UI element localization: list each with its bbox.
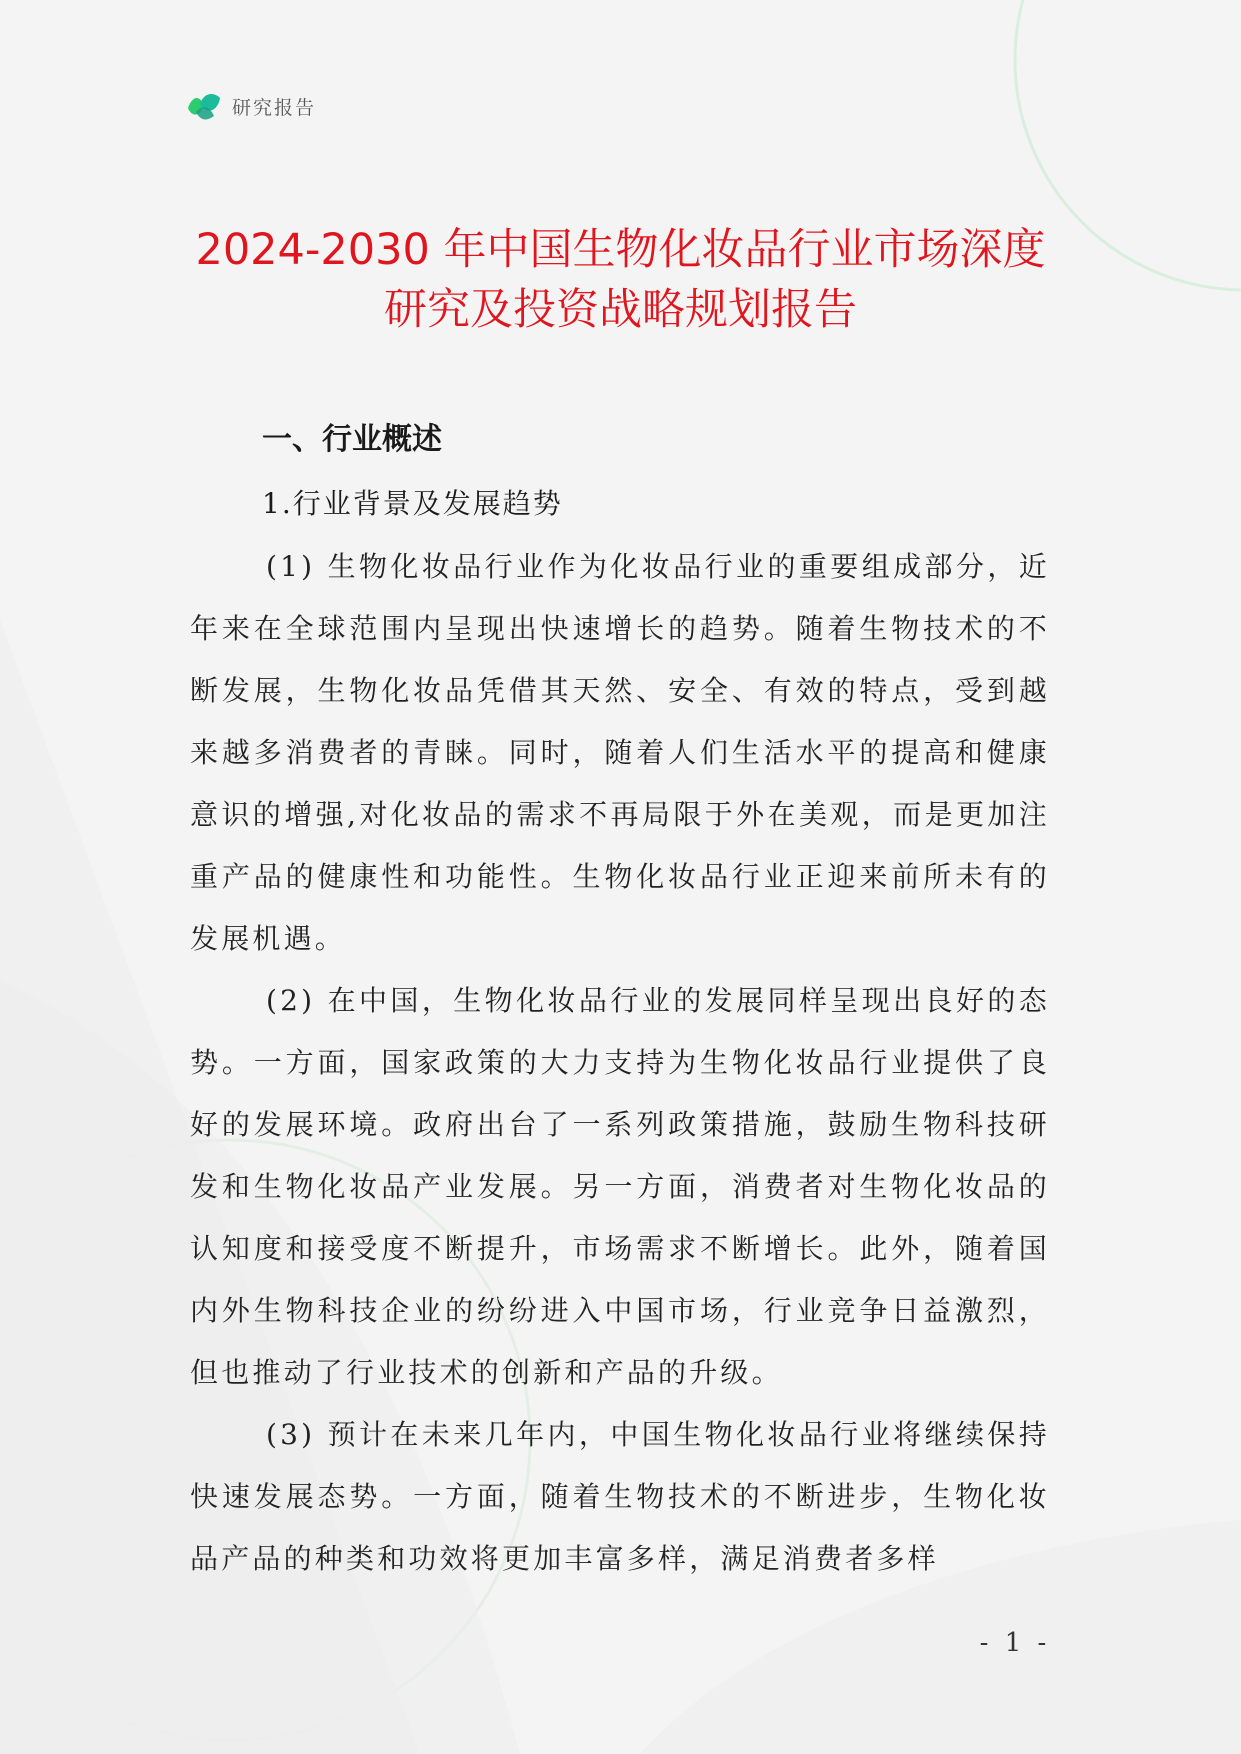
paragraph-1: (1) 生物化妆品行业作为化妆品行业的重要组成部分，近年来在全球范围内呈现出快速增长的趋势。随着生物技术的不断发展，生物化妆品凭借其天然、安全、有效的特点，受到越来越多消费者的青睐。同时，随着人们生活水平的提高和健康意识的增强,对化妆品的需求不再局限于外在美观，而是更加注重产品的健康性和功能性。生物化妆品行业正迎来前所未有的发展机遇。 (190, 550, 1050, 955)
section-heading: 一、行业概述 (262, 422, 442, 457)
header-label: 研究报告 (232, 96, 317, 119)
sub-heading: 1.行业背景及发展趋势 (262, 487, 563, 520)
page-header (186, 88, 316, 124)
leaf-logo-icon (186, 90, 222, 122)
report-title-line-1: 2024-2030 年中国生物化妆品行业市场深度 (195, 225, 1046, 275)
paragraph-3: (3) 预计在未来几年内，中国生物化妆品行业将继续保持快速发展态势。一方面，随着生物技术的不断进步，生物化妆品产品的种类和功效将更加丰富多样，满足消费者多样 (190, 1418, 1050, 1575)
page-number: - 1 - (979, 1628, 1051, 1658)
paragraph-2: (2) 在中国，生物化妆品行业的发展同样呈现出良好的态势。一方面，国家政策的大力支持为生物化妆品行业提供了良好的发展环境。政府出台了一系列政策措施，鼓励生物科技研发和生物化妆品产业发展。另一方面，消费者对生物化妆品的认知度和接受度不断提升，市场需求不断增长。此外，随着国内外生物科技企业的纷纷进入中国市场，行业竞争日益激烈，但也推动了行业技术的创新和产品的升级。 (190, 984, 1050, 1389)
body-text (190, 536, 1050, 1590)
report-title-line-2: 研究及投资战略规划报告 (384, 285, 857, 335)
report-title (150, 220, 1091, 340)
